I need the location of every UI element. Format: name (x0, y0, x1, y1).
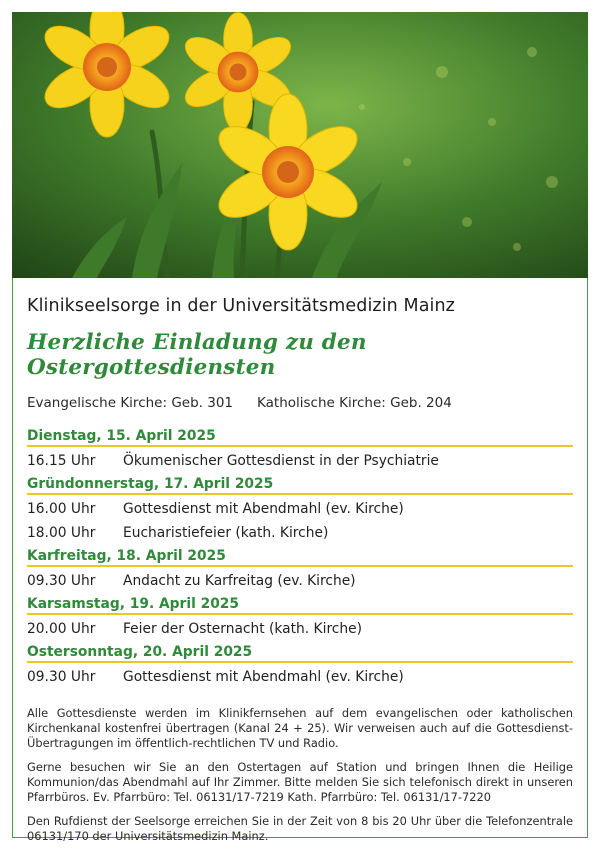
day-heading-tuesday: Dienstag, 15. April 2025 (27, 428, 573, 447)
event-time: 18.00 Uhr (27, 525, 96, 541)
service-event (27, 453, 573, 471)
event-time: 16.00 Uhr (27, 501, 96, 517)
event-title: Andacht zu Karfreitag (ev. Kirche) (123, 573, 356, 589)
event-title: Eucharistiefeier (kath. Kirche) (123, 525, 329, 541)
invitation-headline: Herzliche Einladung zu den Ostergottesdiensten (27, 330, 367, 380)
protestant-church-location: Evangelische Kirche: Geb. 301 (27, 395, 234, 411)
daffodil-hero-image (12, 12, 588, 278)
service-event (27, 669, 573, 687)
event-title: Gottesdienst mit Abendmahl (ev. Kirche) (123, 669, 404, 685)
on-call-note: Den Rufdienst der Seelsorge erreichen Sie in der Zeit von 8 bis 20 Uhr über die Telefonzentrale 06131/170 der Universitätsmedizin Mainz. (27, 814, 573, 843)
invitation-content (27, 278, 573, 853)
church-locations (27, 395, 573, 411)
visit-note: Gerne besuchen wir Sie an den Ostertagen auf Station und bringen Ihnen die Heilige Kommunion/das Abendmahl auf Ihr Zimmer. Bitte melden Sie sich telefonisch direkt in unseren Pfarrbüros. Ev. Pfarrbüro: Tel. 06131/17-7219 Kath. Pfarrbüro: Tel. 06131/17-7220 (27, 760, 573, 804)
service-event (27, 573, 573, 591)
day-heading-maundy-thursday: Gründonnerstag, 17. April 2025 (27, 476, 573, 495)
event-time: 16.15 Uhr (27, 453, 96, 469)
event-time: 20.00 Uhr (27, 621, 96, 637)
event-title: Gottesdienst mit Abendmahl (ev. Kirche) (123, 501, 404, 517)
service-event (27, 501, 573, 519)
broadcast-note: Alle Gottesdienste werden im Klinikfernsehen auf dem evangelischen oder katholischen Kirchenkanal kostenfrei übertragen (Kanal 24 + 25). Wir verweisen auch auf die Gottesdienst-Übertragungen im öffentlich-rechtlichen TV und Radio. (27, 706, 573, 750)
day-heading-holy-saturday: Karsamstag, 19. April 2025 (27, 596, 573, 615)
service-event (27, 621, 573, 639)
catholic-church-location: Katholische Kirche: Geb. 204 (257, 395, 452, 411)
info-notes (27, 706, 573, 844)
event-time: 09.30 Uhr (27, 573, 96, 589)
service-schedule (27, 428, 573, 687)
day-heading-good-friday: Karfreitag, 18. April 2025 (27, 548, 573, 567)
event-title: Feier der Osternacht (kath. Kirche) (123, 621, 363, 637)
organization-title: Klinikseelsorge in der Universitätsmedizin Mainz (27, 296, 455, 316)
event-title: Ökumenischer Gottesdienst in der Psychiatrie (123, 453, 439, 469)
event-time: 09.30 Uhr (27, 669, 96, 685)
service-event (27, 525, 573, 543)
day-heading-easter-sunday: Ostersonntag, 20. April 2025 (27, 644, 573, 663)
